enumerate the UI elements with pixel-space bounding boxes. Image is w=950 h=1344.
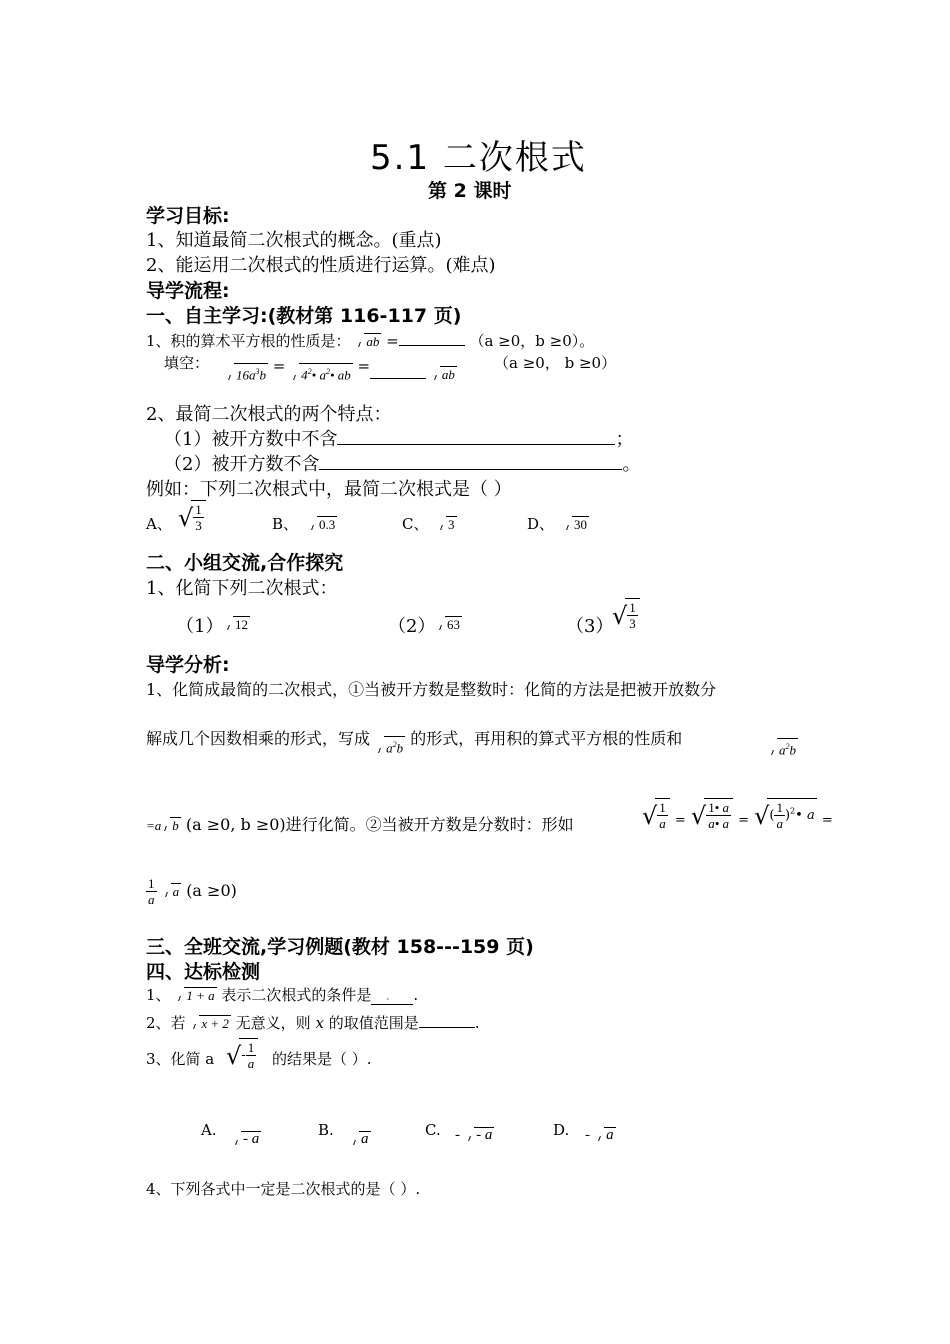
sqrt-ab: ab — [355, 333, 381, 349]
q3-option-a[interactable]: A. — [201, 1121, 217, 1139]
s4-q4: 4、下列各式中一定是二次根式的是（ ）. — [146, 1180, 421, 1198]
analysis-line-3: =a b (a ≥0, b ≥0)进行化简。②当被开方数是分数时：形如 — [146, 815, 574, 834]
fill-tail: （a ≥0， b ≥0） — [494, 354, 617, 372]
blank[interactable] — [370, 360, 426, 379]
option-b[interactable]: B、 — [272, 515, 299, 533]
q3-option-d[interactable]: D. — [553, 1121, 570, 1139]
s2-item-2-radicand: 63 — [447, 617, 460, 632]
blank[interactable] — [337, 426, 615, 445]
analysis-heading: 导学分析: — [146, 654, 230, 676]
option-a[interactable]: A、 — [146, 515, 172, 533]
section-2-heading: 二、小组交流,合作探究 — [146, 552, 344, 574]
fill-row: $16a^3b$ = $4^2•$ $a^2•$ ab = ab — [225, 360, 457, 383]
s4-q3-expr: √ - $\frac{1}{a}$ — [226, 1038, 258, 1071]
s2-q1: 1、化简下列二次根式： — [146, 578, 338, 599]
s1-q2: 2、最简二次根式的两个特点： — [146, 404, 392, 425]
blank[interactable] — [399, 327, 465, 346]
s4-q3: 3、化简 a — [146, 1050, 215, 1068]
example-text: 例如：下列二次根式中，最简二次根式是（ ） — [146, 479, 512, 500]
s4-q2: 2、若 x + 2 无意义，则 x 的取值范围是 . — [146, 1009, 480, 1033]
blank[interactable] — [319, 451, 622, 470]
section-4-heading: 四、达标检测 — [146, 961, 261, 983]
goal-item: 1、知道最简二次根式的概念。(重点) — [146, 230, 442, 251]
lesson-subtitle: 第 2 课时 — [428, 180, 512, 202]
section-1-heading: 一、自主学习:(教材第 116-117 页) — [146, 305, 462, 327]
s1-q1-tail: （a ≥0，b ≥0）。 — [469, 332, 595, 350]
s1-q2-1: （1）被开方数中不含 ； — [164, 425, 633, 451]
s1-q1-text: 1、积的算术平方根的性质是： — [146, 332, 351, 350]
option-a-expr: √ $\frac{1}{3}$ — [178, 500, 206, 533]
option-d-radicand: 30 — [574, 517, 587, 532]
flow-heading: 导学流程: — [146, 280, 230, 302]
s1-q2-2: （2）被开方数不含 。 — [164, 450, 640, 476]
blank[interactable]: . — [371, 986, 413, 1005]
fill-label: 填空： — [164, 354, 210, 372]
s2-item-1: （1） — [176, 616, 224, 637]
section-3-heading: 三、全班交流,学习例题(教材 158---159 页) — [146, 936, 534, 958]
analysis-line-1: 1、化简成最简的二次根式，①当被开方数是整数时：化简的方法是把被开放数分 — [146, 680, 717, 699]
goals-heading: 学习目标: — [146, 205, 230, 227]
s1-q1: 1、积的算术平方根的性质是： ab = （a ≥0，b ≥0）。 — [146, 327, 594, 351]
s2-item-1-radicand: 12 — [235, 617, 248, 632]
s2-item-3: （3） — [566, 616, 614, 637]
s2-item-3-expr: √ $\frac{1}{3}$ — [612, 598, 640, 631]
fraction-identity: √ $\frac{1}{a}$ = √ $\frac{1• a}{a• a}$ = √ ( $\frac{1}{a}$ )$^2$• a = — [642, 800, 833, 831]
option-c[interactable]: C、 — [402, 515, 429, 533]
option-d[interactable]: D、 — [527, 515, 555, 533]
goal-item: 2、能运用二次根式的性质进行运算。(难点) — [146, 255, 496, 276]
analysis-line-4: $\frac{1}{a}$ a (a ≥0) — [148, 876, 237, 907]
page-title: 5.1 二次根式 — [370, 138, 587, 178]
s4-q1: 1、 1 + a 表示二次根式的条件是 . . — [146, 986, 419, 1004]
option-b-radicand: 0.3 — [319, 517, 336, 532]
q3-option-c[interactable]: C. — [425, 1121, 441, 1139]
blank[interactable] — [419, 1009, 475, 1028]
option-c-radicand: 3 — [448, 517, 455, 532]
s4-q3-tail: 的结果是（ ）. — [272, 1050, 372, 1068]
s2-item-2: （2） — [388, 616, 436, 637]
analysis-line-2: 解成几个因数相乘的形式，写成 $a^2b$ 的形式，再用积的算式平方根的性质和 — [146, 729, 683, 755]
q3-option-b[interactable]: B. — [318, 1121, 334, 1139]
